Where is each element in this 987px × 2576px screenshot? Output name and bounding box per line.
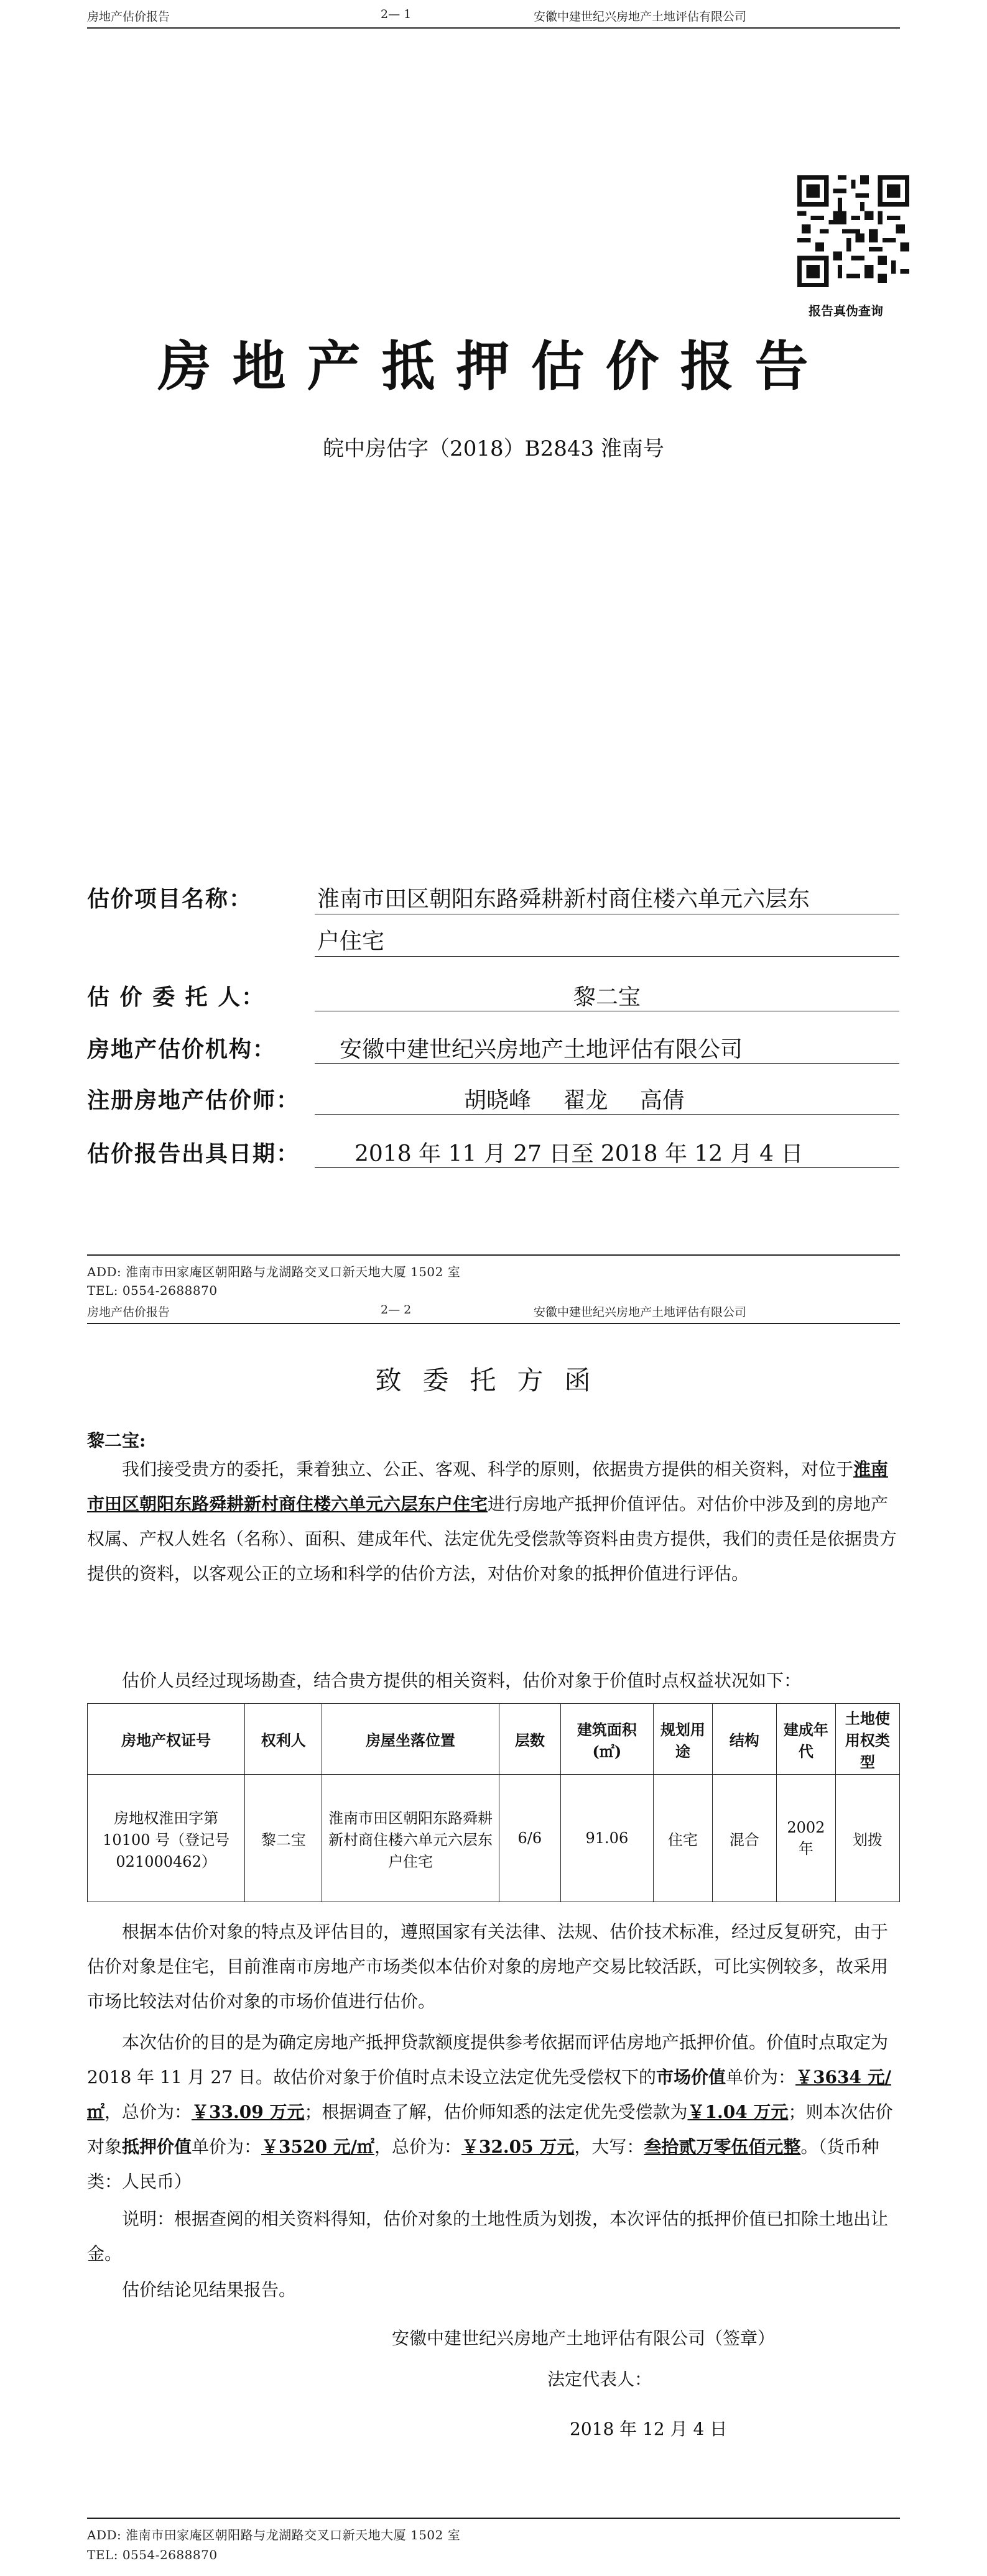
table-cell: 黎二宝 (245, 1775, 322, 1902)
p4-t5: ；则本次估价对象 (87, 2102, 893, 2157)
p6-text: 估价结论见结果报告。 (122, 2279, 297, 2300)
footer-address: ADD: 淮南市田家庵区朝阳路与龙湖路交叉口新天地大厦 1502 室 (87, 1264, 461, 1279)
footer-address: ADD: 淮南市田家庵区朝阳路与龙湖路交叉口新天地大厦 1502 室 (87, 2528, 461, 2542)
table-row (88, 1775, 900, 1902)
p4-t1: 本次估价的目的是为确定房地产抵押贷款额度提供参考依据而评估房地产抵押价值。价值时点取定为 2018 年 11 月 27 日。故估价对象于价值时点未设立法定优先受偿权下的 (87, 2032, 889, 2087)
header-right: 安徽中建世纪兴房地产土地评估有限公司 (534, 1305, 747, 1319)
p1-text-a: 我们接受贵方的委托，秉着独立、公正、客观、科学的原则，依据贵方提供的相关资料，对位于 (122, 1459, 854, 1479)
mortgage-total-price: ￥32.05 万元 (461, 2137, 575, 2157)
paragraph-3 (87, 1915, 900, 2019)
paragraph-2 (87, 1663, 900, 1698)
field-underline (315, 1114, 899, 1115)
paragraph-5 (87, 2202, 900, 2271)
field-underline (315, 1167, 899, 1168)
paragraph-4 (87, 2025, 900, 2199)
appraisal-org-label: 房地产估价机构： (87, 1036, 277, 1062)
header-rule (87, 1323, 900, 1324)
header-rule (87, 27, 900, 29)
project-name-value-line1: 淮南市田区朝阳东路舜耕新村商住楼六单元六层东 (317, 886, 810, 912)
table-header-cell: 层数 (499, 1704, 560, 1775)
appraisers-label: 注册房地产估价师： (87, 1087, 300, 1113)
table-header-cell: 房地产权证号 (88, 1704, 245, 1775)
signature-representative: 法定代表人： (547, 2369, 652, 2390)
p4-t4: ；根据调查了解，估价师知悉的法定优先受偿款为 (304, 2102, 688, 2122)
table-header-cell: 规划用途 (653, 1704, 712, 1775)
p4-t6: 单价为： (192, 2137, 262, 2157)
table-cell: 6/6 (499, 1775, 560, 1902)
p1-text-b: 进行房地产抵押价值评估。对估价中涉及到的房地产权属、产权人姓名（名称）、面积、建成年代、法定优先受偿款等资料由贵方提供，我们的责任是依据贵方提供的资料，以客观公正的立场和科学的估价方法，对估价对象的抵押价值进行评估。 (87, 1494, 897, 1584)
market-value-label: 市场价值 (656, 2067, 726, 2087)
footer-rule (87, 1254, 900, 1256)
appraisal-org-value: 安徽中建世纪兴房地产土地评估有限公司 (340, 1037, 743, 1062)
header-left: 房地产估价报告 (87, 1305, 170, 1319)
p4-t3: ，总价为： (104, 2102, 192, 2122)
table-header-cell: 建成年代 (776, 1704, 835, 1775)
p3-text: 根据本估价对象的特点及评估目的，遵照国家有关法律、法规、估价技术标准，经过反复研究，由于估价对象是住宅，目前淮南市房地产市场类似本估价对象的房地产交易比较活跃，可比实例较多，故采用市场比较法对估价对象的市场价值进行估价。 (87, 1921, 889, 2012)
letter-title: 致委托方函 (375, 1365, 612, 1396)
capital-amount: 叁拾贰万零伍佰元整 (644, 2137, 801, 2157)
table-header-row (88, 1704, 900, 1775)
salutation: 黎二宝: (87, 1430, 146, 1451)
report-title: 房地产抵押估价报告 (157, 335, 830, 398)
header-page-number: 2— 1 (381, 7, 412, 21)
qr-caption: 报告真伪查询 (809, 303, 883, 318)
signature-company: 安徽中建世纪兴房地产土地评估有限公司（签章） (392, 2328, 776, 2348)
mortgage-unit-price: ￥3520 元/㎡ (261, 2137, 374, 2157)
table-header-cell: 权利人 (245, 1704, 322, 1775)
property-address: 淮南市田区朝阳东路舜耕新村商住楼六单元六层东户住宅 (87, 1459, 889, 1514)
p5-text: 说明：根据查阅的相关资料得知，估价对象的土地性质为划拨，本次评估的抵押价值已扣除土地出让金。 (87, 2209, 889, 2264)
table-header-cell: 土地使用权类型 (835, 1704, 899, 1775)
paragraph-6 (87, 2273, 900, 2307)
field-underline (315, 956, 899, 957)
table-cell: 房地权淮田字第10100 号（登记号021000462） (88, 1775, 245, 1902)
market-total-price: ￥33.09 万元 (192, 2102, 305, 2122)
qr-code-icon (797, 175, 909, 287)
table-cell: 淮南市田区朝阳东路舜耕新村商住楼六单元六层东户住宅 (322, 1775, 499, 1902)
table-header-cell: 房屋坐落位置 (322, 1704, 499, 1775)
project-name-value-line2: 户住宅 (317, 929, 385, 954)
table-cell: 住宅 (653, 1775, 712, 1902)
client-value: 黎二宝 (573, 985, 641, 1010)
p4-t8: ，大写： (574, 2137, 644, 2157)
property-table (87, 1703, 900, 1902)
priority-claim: ￥1.04 万元 (687, 2102, 789, 2122)
header-right: 安徽中建世纪兴房地产土地评估有限公司 (534, 10, 747, 24)
report-date-label: 估价报告出具日期： (87, 1141, 300, 1167)
footer-rule (87, 2518, 900, 2519)
client-label: 估 价 委 托 人： (87, 984, 266, 1010)
paragraph-1 (87, 1452, 900, 1591)
p2-text: 估价人员经过现场勘查，结合贵方提供的相关资料，估价对象于价值时点权益状况如下： (122, 1670, 802, 1691)
table-header-cell: 结构 (712, 1704, 776, 1775)
table-header-cell: 建筑面积(㎡) (560, 1704, 653, 1775)
header-page-number: 2— 2 (381, 1303, 412, 1317)
appraisers-value: 胡晓峰 翟龙 高倩 (464, 1088, 685, 1113)
footer-phone: TEL: 0554-2688870 (87, 1283, 218, 1298)
p4-t7: ，总价为： (374, 2137, 461, 2157)
signature-date: 2018 年 12 月 4 日 (570, 2419, 728, 2439)
table-cell: 划拨 (835, 1775, 899, 1902)
report-number: 皖中房估字（2018）B2843 淮南号 (323, 436, 664, 461)
mortgage-value-label: 抵押价值 (122, 2137, 192, 2157)
table-cell: 91.06 (560, 1775, 653, 1902)
table-cell: 2002 年 (776, 1775, 835, 1902)
p4-t2: 单价为： (726, 2067, 796, 2087)
footer-phone: TEL: 0554-2688870 (87, 2547, 218, 2562)
header-left: 房地产估价报告 (87, 10, 170, 24)
project-name-label: 估价项目名称： (87, 886, 253, 912)
table-cell: 混合 (712, 1775, 776, 1902)
report-date-value: 2018 年 11 月 27 日至 2018 年 12 月 4 日 (354, 1141, 804, 1167)
field-underline (315, 1063, 899, 1064)
market-unit-price: ￥3634 元/㎡ (87, 2067, 891, 2122)
p4-t9: 。（货币种类：人民币） (87, 2137, 879, 2192)
